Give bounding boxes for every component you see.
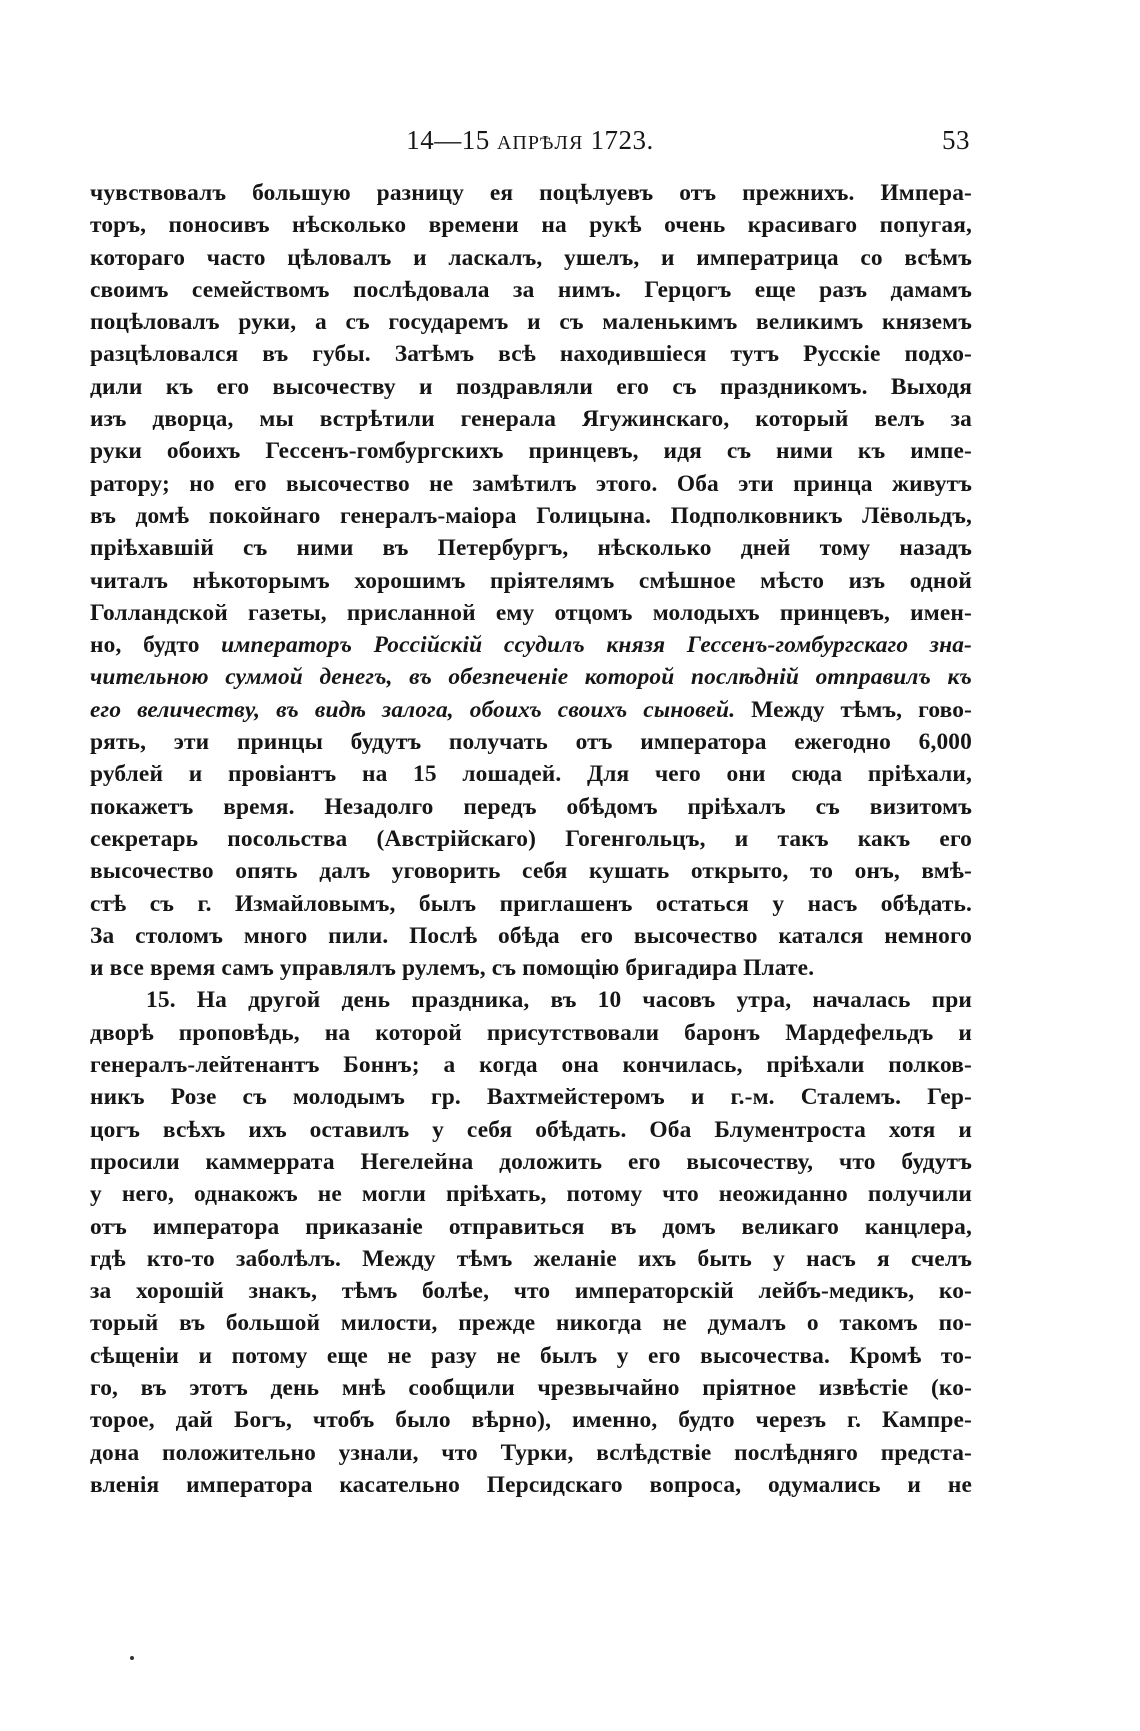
text-line	[90, 661, 972, 693]
header-dates: 14—15	[406, 125, 497, 155]
text-line: котораго часто цѣловалъ и ласкалъ, ушелъ, и императрица со всѣмъ	[90, 244, 972, 271]
text-line: у него, однакожъ не могли пріѣхать, потому что неожиданно получили	[90, 1181, 972, 1208]
body-text	[90, 177, 972, 1501]
text-line: просили каммеррата Негелейна доложить его высочеству, что будутъ	[90, 1148, 972, 1175]
italic-run: чительною суммой денегъ, въ обезпеченіе которой послѣдній отправилъ къ	[90, 664, 972, 691]
text-run: но, будто	[90, 632, 222, 659]
text-line: читалъ нѣкоторымъ хорошимъ пріятелямъ смѣшное мѣсто изъ одной	[90, 567, 972, 594]
text-line: руки обоихъ Гессенъ-гомбургскихъ принцевъ, идя съ ними къ импе-	[90, 438, 972, 465]
text-line: отъ императора приказаніе отправиться въ домъ великаго канцлера,	[90, 1213, 972, 1240]
text-line: дона положительно узнали, что Турки, вслѣдствіе послѣдняго предста-	[90, 1439, 972, 1466]
text-line: генералъ-лейтенантъ Боннъ; а когда она кончилась, пріѣхали полков-	[90, 1052, 972, 1079]
text-run: Между тѣмъ, гово-	[735, 696, 972, 723]
text-line: Голландской газеты, присланной ему отцомъ молодыхъ принцевъ, имен-	[90, 599, 972, 626]
text-line: рублей и провіантъ на 15 лошадей. Для чего они сюда пріѣхали,	[90, 761, 972, 788]
text-line: За столомъ много пили. Послѣ обѣда его высочество катался немного	[90, 922, 972, 949]
text-line: торое, дай Богъ, чтобъ было вѣрно), именно, будто черезъ г. Кампре-	[90, 1407, 972, 1434]
header-month: АПРѢЛЯ	[496, 132, 584, 154]
text-line: рять, эти принцы будутъ получать отъ императора ежегодно 6,000	[90, 729, 972, 756]
text-line: го, въ этотъ день мнѣ сообщили чрезвычайно пріятное извѣстіе (ко-	[90, 1374, 972, 1401]
text-line	[90, 984, 972, 1016]
text-line: торый въ большой милости, прежде никогда не думалъ о такомъ по-	[90, 1310, 972, 1337]
text-line: вленія императора касательно Персидскаго вопроса, одумались и не	[90, 1471, 972, 1498]
text-line: пріѣхавшій съ ними въ Петербургъ, нѣсколько дней тому назадъ	[90, 535, 972, 562]
print-speck	[130, 1656, 134, 1660]
text-line: цогъ всѣхъ ихъ оставилъ у себя обѣдать. Оба Блументроста хотя и	[90, 1116, 972, 1143]
text-line	[90, 694, 972, 726]
italic-run: императоръ Россійскій ссудилъ князя Гессенъ-гомбургскаго зна-	[221, 632, 972, 659]
text-line: секретарь посольства (Австрійскаго) Гогенгольцъ, и такъ какъ его	[90, 825, 972, 852]
text-line: стѣ съ г. Измайловымъ, былъ приглашенъ остаться у насъ обѣдать.	[90, 890, 972, 917]
running-head	[90, 125, 970, 156]
text-line: разцѣловался въ губы. Затѣмъ всѣ находившіеся тутъ Русскіе подхо-	[90, 341, 972, 368]
text-line: никъ Розе съ молодымъ гр. Вахтмейстеромъ и г.-м. Сталемъ. Гер-	[90, 1084, 972, 1111]
italic-run: его величеству, въ видѣ залога, обоихъ своихъ сыновей.	[90, 696, 736, 723]
text-line: покажетъ время. Незадолго передъ обѣдомъ пріѣхалъ съ визитомъ	[90, 793, 972, 820]
text-line: сѣщеніи и потому еще не разу не былъ у его высочества. Кромѣ то-	[90, 1342, 972, 1369]
text-line: своимъ семействомъ послѣдовала за нимъ. Герцогъ еще разъ дамамъ	[90, 276, 972, 303]
text-line: въ домѣ покойнаго генералъ-маіора Голицына. Подполковникъ Лёвольдъ,	[90, 502, 972, 529]
page-number: 53	[942, 125, 970, 155]
text-line: гдѣ кто-то заболѣлъ. Между тѣмъ желаніе ихъ быть у насъ я счелъ	[90, 1245, 972, 1272]
text-line: дили къ его высочеству и поздравляли его съ праздникомъ. Выходя	[90, 373, 972, 400]
paragraph-start: 15. На другой день праздника, въ 10 часовъ утра, началась при	[146, 987, 972, 1014]
text-line: изъ дворца, мы встрѣтили генерала Ягужинскаго, который велъ за	[90, 406, 972, 433]
text-line: торъ, поносивъ нѣсколько времени на рукѣ очень красиваго попугая,	[90, 212, 972, 239]
text-line: и все время самъ управлялъ рулемъ, съ помощію бригадира Плате.	[90, 955, 815, 982]
text-line: высочество опять далъ уговорить себя кушать открыто, то онъ, вмѣ-	[90, 858, 972, 885]
text-line: дворѣ проповѣдь, на которой присутствовали баронъ Мардефельдъ и	[90, 1019, 972, 1046]
text-line: поцѣловалъ руки, а съ государемъ и съ маленькимъ великимъ княземъ	[90, 309, 972, 336]
text-line: за хорошій знакъ, тѣмъ болѣе, что императорскій лейбъ-медикъ, ко-	[90, 1278, 972, 1305]
text-line: ратору; но его высочество не замѣтилъ этого. Оба эти принца живутъ	[90, 470, 972, 497]
text-line	[90, 629, 972, 661]
header-year: 1723.	[583, 125, 654, 155]
page-header	[90, 125, 970, 159]
text-line: чувствовалъ большую разницу ея поцѣлуевъ отъ прежнихъ. Импера-	[90, 180, 972, 206]
